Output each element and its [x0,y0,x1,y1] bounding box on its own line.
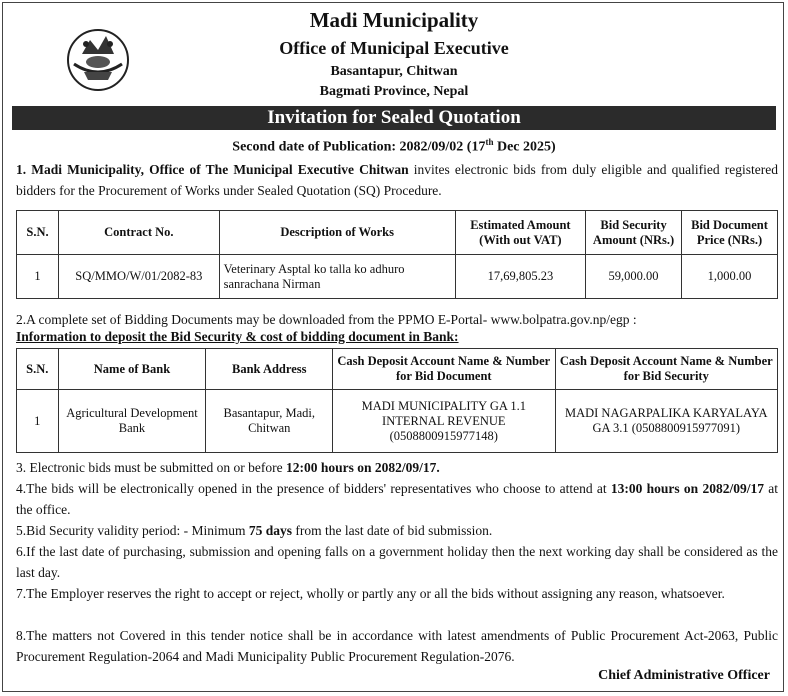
address-line: Basantapur, Chitwan [330,64,458,79]
column-header: Bid Document Price (NRs.) [682,211,778,255]
table-cell: 1 [17,255,59,299]
paragraph-3: 3. Electronic bids must be submitted on or before 12:00 hours on 2082/09/17. [16,460,440,475]
column-header: Estimated Amount (With out VAT) [455,211,585,255]
column-header: Bank Address [206,349,333,390]
paragraph-4: 4.The bids will be electronically opened in the presence of bidders' representatives who choose to attend at 13:00 hours on 2082/09/17 at the office. [16,481,778,517]
table-cell: 17,69,805.23 [455,255,585,299]
paragraph-2: 2.A complete set of Bidding Documents may be downloaded from the PPMO E-Portal- www.bolpatra.gov.np/egp : [16,312,637,327]
column-header: Cash Deposit Account Name & Number for Bid Document [333,349,555,390]
paragraph-1: 1. Madi Municipality, Office of The Municipal Executive Chitwan invites electronic bids from duly eligible and qualified registered bidders for the Procurement of Works under Sealed Quotation (SQ) Procedure. [16,162,778,198]
notice-banner: Invitation for Sealed Quotation [12,106,776,130]
table-cell: 1 [17,390,59,453]
province-line: Bagmati Province, Nepal [319,84,469,99]
paragraph-8: 8.The matters not Covered in this tender notice shall be in accordance with latest amendments of Public Procurement Act-2063, Public Procurement Regulation-2064 and Madi Municipality Public Procurement Regulation-2076. [16,628,778,664]
signature-title: Chief Administrative Officer [598,668,770,683]
table-cell: Basantapur, Madi, Chitwan [206,390,333,453]
table-cell: Agricultural Development Bank [58,390,206,453]
bank-table-header [17,349,778,390]
column-header: S.N. [17,211,59,255]
publication-date: Second date of Publication: 2082/09/02 (17th Dec 2025) [232,137,556,155]
column-header: Cash Deposit Account Name & Number for Bid Security [555,349,777,390]
office-title: Office of Municipal Executive [279,38,509,58]
table-cell: Veterinary Asptal ko talla ko adhuro sanrachana Nirman [219,255,455,299]
column-header: S.N. [17,349,59,390]
bank-table [16,348,778,453]
column-header: Name of Bank [58,349,206,390]
contract-table [16,210,778,299]
paragraph-5: 5.Bid Security validity period: - Minimum 75 days from the last date of bid submission. [16,523,493,538]
municipality-title: Madi Municipality [309,8,479,32]
contract-table-header [17,211,778,255]
column-header: Contract No. [59,211,220,255]
table-cell: MADI MUNICIPALITY GA 1.1 INTERNAL REVENUE (0508800915977148) [333,390,555,453]
bank-info-heading: Information to deposit the Bid Security & cost of bidding document in Bank: [16,329,459,344]
table-cell: SQ/MMO/W/01/2082-83 [59,255,220,299]
table-row [17,255,778,299]
column-header: Bid Security Amount (NRs.) [586,211,682,255]
table-row [17,390,778,453]
paragraph-7: 7.The Employer reserves the right to accept or reject, wholly or partly any or all the bids without assigning any reason, whatsoever. [16,586,725,601]
table-cell: 1,000.00 [682,255,778,299]
column-header: Description of Works [219,211,455,255]
paragraph-6: 6.If the last date of purchasing, submission and opening falls on a government holiday then the next working day shall be considered as the last day. [16,544,778,580]
table-cell: 59,000.00 [586,255,682,299]
table-cell: MADI NAGARPALIKA KARYALAYA GA 3.1 (0508800915977091) [555,390,777,453]
